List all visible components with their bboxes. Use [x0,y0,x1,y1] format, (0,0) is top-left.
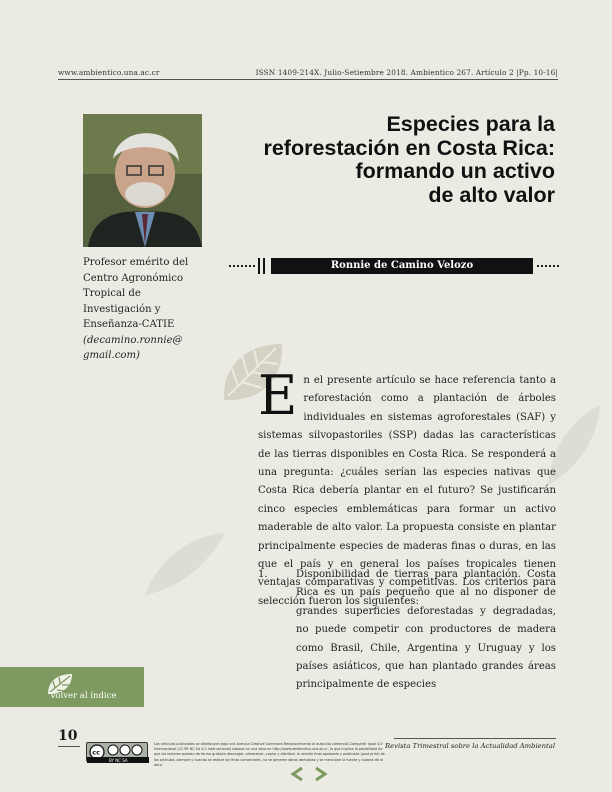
article-title-line: Especies para la [386,112,555,136]
author-bio-line: Profesor emérito del [83,257,189,268]
back-to-index-button[interactable] [0,667,144,707]
article-title-line: de alto valor [428,182,555,207]
author-bio-line: Tropical de [83,288,141,299]
byline-dots-left [229,265,255,267]
footer-divider-right [394,738,556,739]
article-title [240,113,555,207]
page-navigation [290,766,330,782]
criteria-list-item [258,566,556,695]
author-bio-line: Enseñanza-CATIE [83,319,175,330]
license-notice: Los artículos publicados se distribuyen bajo una licencia Creative Commons Reconocimiento al autor-No comercial-Compartir igual 4.0 Internacional (CC BY NC SA 4.0 Internacional) basada en una obra en http://www.ambientico.una.ac.cr, lo que implica la posibilidad de que los lectores puedan de forma gratuita descargar, almacenar, copiar y distribuir la versión final aprobada y publicada (post print) de los artículos, siempre y cuando se realice sin fines comerciales, no se generen obras derivadas y se mencione la fuente y autoría de la obra. [154,742,385,767]
article-title-line: reforestación en Costa Rica: [263,135,555,160]
byline [229,258,559,274]
journal-name: Revista Trimestral sobre la Actualidad Ambiental [385,742,555,750]
svg-text:cc: cc [92,748,101,757]
article-title-line: formando un activo [355,159,555,183]
author-photo [83,114,202,247]
svg-text:BY NC SA: BY NC SA [109,758,128,763]
back-to-index-label: Volver al índice [50,691,117,701]
byline-bars [258,258,268,274]
next-page-icon[interactable] [312,766,328,782]
journal-url: www.ambientico.una.ac.cr [58,68,160,77]
header-divider [58,79,558,80]
author-email[interactable]: gmail.com) [83,350,140,361]
list-item-text: Disponibilidad de tierras para plantación. Costa Rica es un país pequeño que al no disponer de grandes superficies deforestadas y degradadas, no puede competir con productores de madera como Brasil, Chile, Argentina y Uruguay y los países asiáticos, que han plantado grandes áreas principalmente de especies [296,569,556,691]
footer-divider-left [58,746,80,747]
byline-dots-right [537,265,559,267]
author-name: Ronnie de Camino Velozo [271,258,533,274]
lead-paragraph: n el presente artículo se hace referencia tanto a reforestación como a plantación de árboles individuales en sistemas agroforestales (SAF) y sistemas silvopastoriles (SSP) dadas las características de las tierras disponibles en Costa Rica. Se responderá a una pregunta: ¿cuáles serían las especies nativas que Costa Rica debería plantar en el futuro? Se justificarán cinco especies emblemáticas para formar un activo maderable de alto valor. La propuesta consiste en plantar principalmente especies de maderas finas o duras, en las que el país y en general los países tropicales tienen ventajas comparativas y competitivas. Los criterios para selección fueron los siguientes: [258,375,556,607]
creative-commons-badge [86,742,148,762]
previous-page-icon[interactable] [290,766,306,782]
author-bio [83,255,213,364]
background-leaf-decoration [140,525,230,605]
author-bio-line: Investigación y [83,303,161,315]
author-email[interactable]: (decamino.ronnie@ [83,334,183,346]
page-number: 10 [58,728,78,744]
issn-citation: ISSN 1409-214X. Julio-Setiembre 2018. Ambientico 267. Artículo 2 |Pp. 10-16| [255,68,558,77]
drop-cap: E [258,364,298,427]
author-bio-line: Centro Agronómico [83,272,184,284]
list-item-number: 1. [258,569,268,580]
